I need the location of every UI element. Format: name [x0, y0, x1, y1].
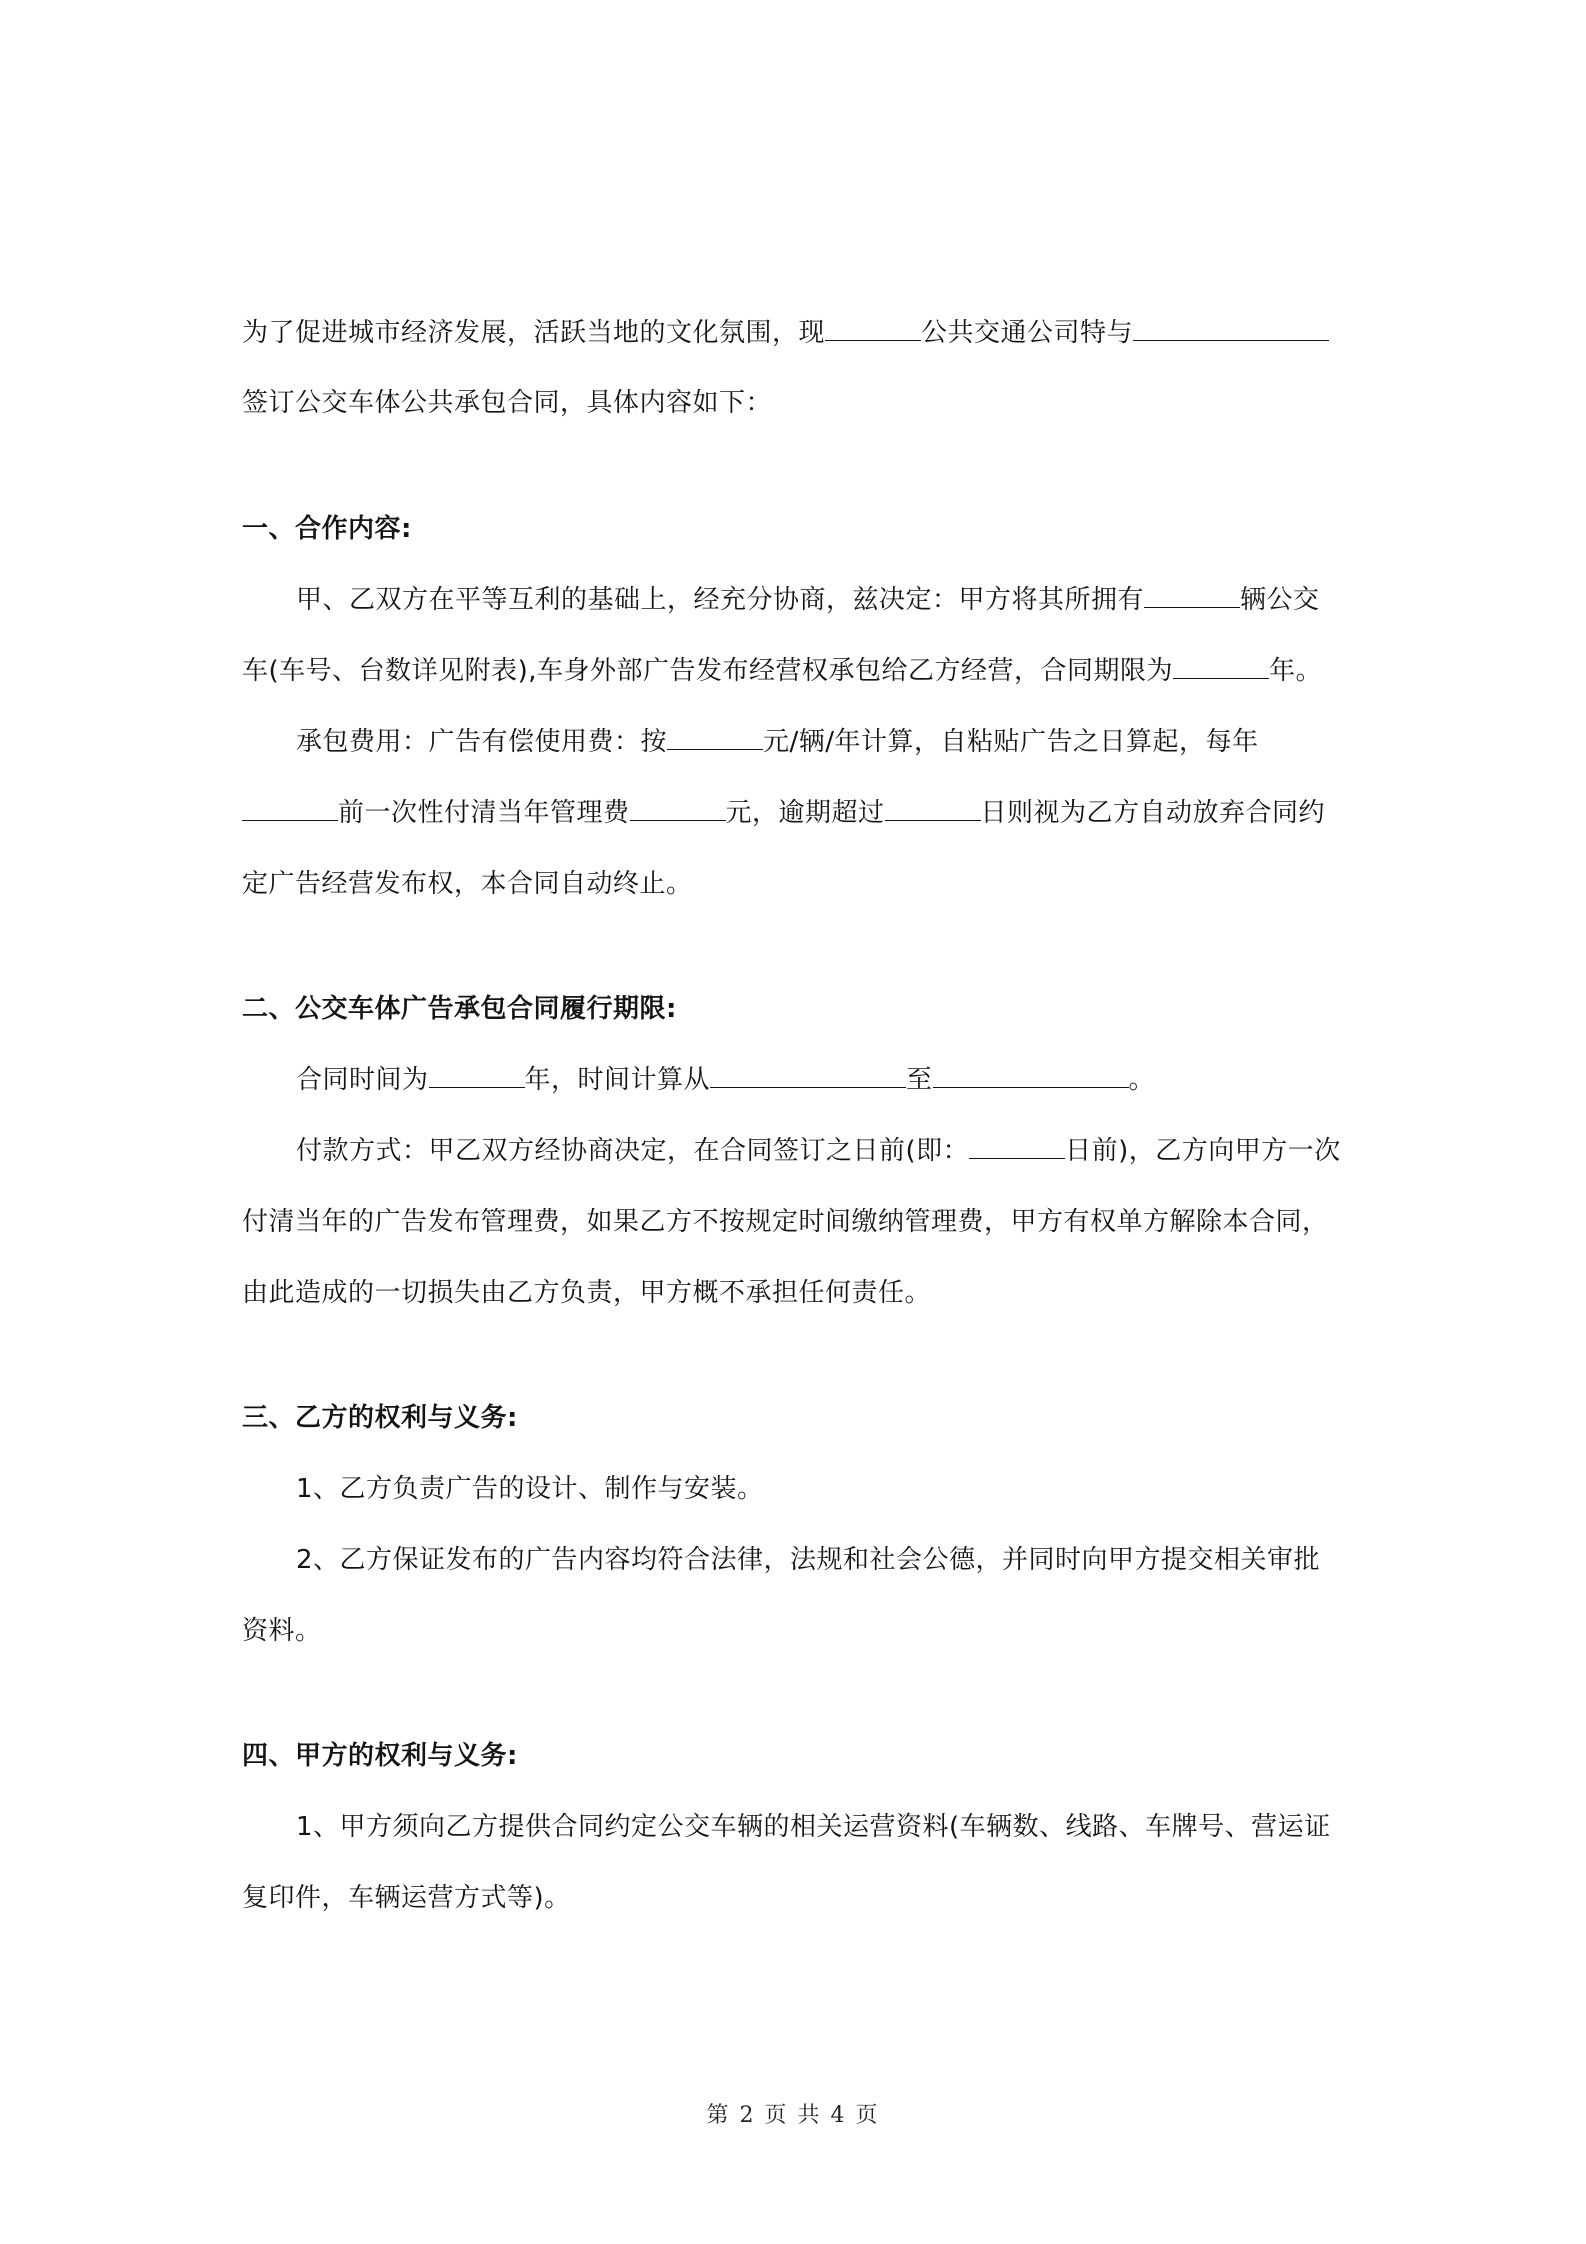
paragraph-text: 日前)，乙方向甲方一次: [1065, 1136, 1341, 1166]
fill-blank: [1133, 318, 1329, 341]
paragraph-line: [242, 636, 1352, 707]
intro-line-2: 签订公交车体公共承包合同，具体内容如下：: [242, 388, 773, 418]
paragraph-text: 合同时间为: [296, 1065, 429, 1095]
intro-text: 公共交通公司特与: [921, 318, 1134, 348]
paragraph-text: 甲、乙双方在平等互利的基础上，经充分协商，兹决定：甲方将其所拥有: [296, 585, 1145, 615]
paragraph-text: 辆公交: [1240, 585, 1320, 615]
intro-line-1: [242, 298, 1352, 368]
section-heading: 一、合作内容:: [242, 514, 412, 544]
paragraph-text: 承包费用：广告有偿使用费：按: [296, 727, 668, 757]
paragraph-text: 付款方式：甲乙双方经协商决定，在合同签订之日前(即：: [296, 1136, 970, 1166]
fill-blank: [710, 1065, 906, 1088]
paragraph-text: 车(车号、台数详见附表),车身外部广告发布经营权承包给乙方经营，合同期限为: [242, 656, 1174, 686]
contract-body: [242, 298, 1352, 1934]
intro-text: 为了促进城市经济发展，活跃当地的文化氛围，现: [242, 318, 826, 348]
paragraph-text: 前一次性付清当年管理费: [338, 798, 630, 828]
list-item-continued: 复印件，车辆运营方式等)。: [242, 1883, 571, 1913]
fill-blank: [1173, 656, 1269, 679]
list-item: 1、乙方负责广告的设计、制作与安装。: [296, 1474, 764, 1504]
paragraph-line: [242, 565, 1352, 636]
page-number: 第 2 页 共 4 页: [706, 2103, 880, 2128]
fill-blank: [933, 1065, 1129, 1088]
spacer: [242, 438, 1352, 494]
spacer: [242, 1329, 1352, 1383]
paragraph-line: [242, 707, 1352, 778]
paragraph-line: [242, 1116, 1352, 1187]
spacer: [242, 920, 1352, 974]
list-item: 2、乙方保证发布的广告内容均符合法律，法规和社会公德，并同时向甲方提交相关审批: [296, 1545, 1321, 1575]
paragraph-text: 至: [906, 1065, 933, 1095]
paragraph-text: 年，时间计算从: [524, 1065, 711, 1095]
paragraph-line: 付清当年的广告发布管理费，如果乙方不按规定时间缴纳管理费，甲方有权单方解除本合同，: [242, 1207, 1329, 1237]
spacer: [242, 1667, 1352, 1721]
section-heading: 三、乙方的权利与义务:: [242, 1403, 518, 1433]
fill-blank: [825, 318, 921, 341]
fill-blank: [242, 798, 338, 821]
list-item: 1、甲方须向乙方提供合同约定公交车辆的相关运营资料(车辆数、线路、车牌号、营运证: [296, 1812, 1331, 1842]
fill-blank: [630, 798, 726, 821]
paragraph-text: 。: [1128, 1065, 1156, 1095]
fill-blank: [667, 727, 763, 750]
paragraph-text: 元，逾期超过: [725, 798, 885, 828]
fill-blank: [429, 1065, 525, 1088]
section-heading: 二、公交车体广告承包合同履行期限:: [242, 994, 677, 1024]
paragraph-text: 元/辆/年计算，自粘贴广告之日算起，每年: [763, 727, 1259, 757]
paragraph-line: 定广告经营发布权，本合同自动终止。: [242, 869, 693, 899]
paragraph-line: [242, 1045, 1352, 1116]
paragraph-line: [242, 778, 1352, 849]
fill-blank: [969, 1136, 1065, 1159]
section-heading: 四、甲方的权利与义务:: [242, 1741, 518, 1771]
fill-blank: [885, 798, 981, 821]
fill-blank: [1144, 585, 1240, 608]
paragraph-line: 由此造成的一切损失由乙方负责，甲方概不承担任何责任。: [242, 1278, 932, 1308]
list-item-continued: 资料。: [242, 1616, 322, 1646]
paragraph-text: 年。: [1269, 656, 1323, 686]
paragraph-text: 日则视为乙方自动放弃合同约: [980, 798, 1326, 828]
